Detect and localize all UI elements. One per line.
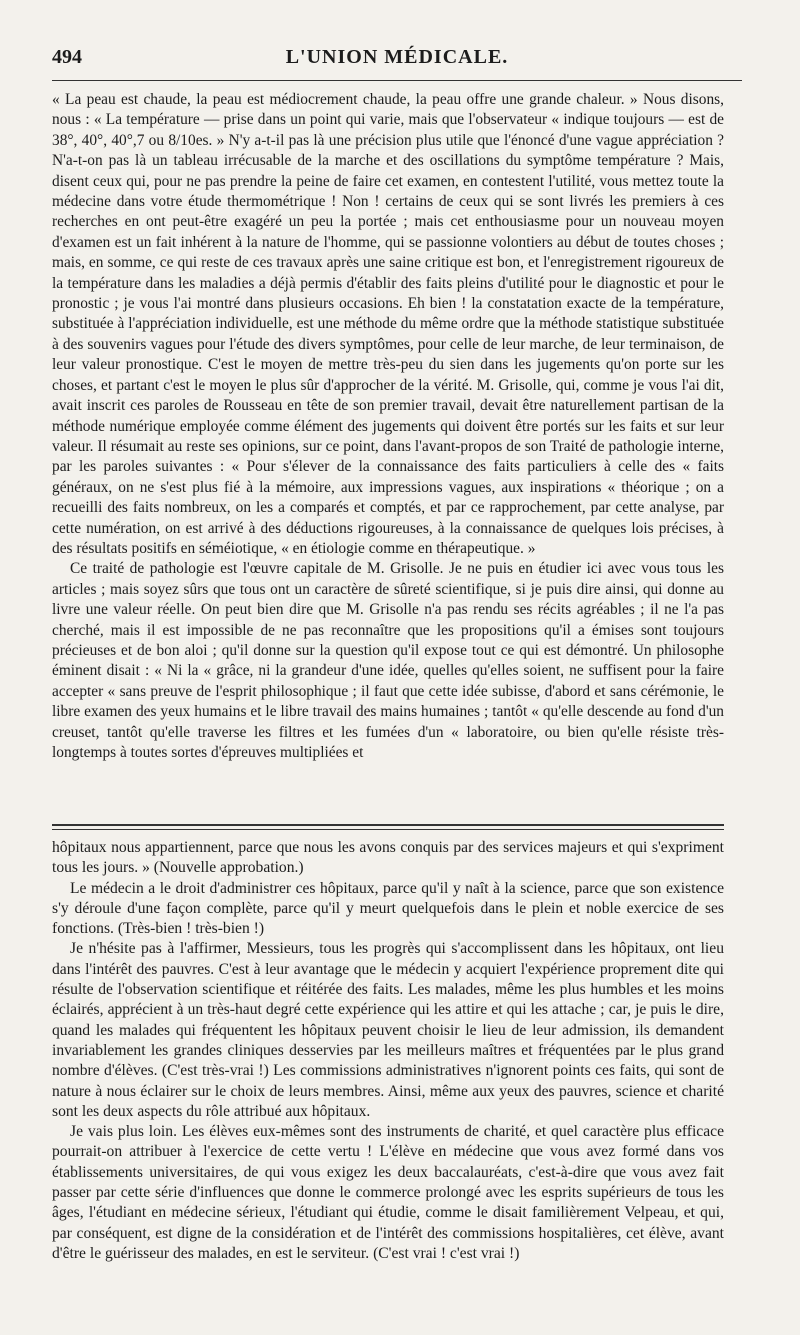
paragraph: Le médecin a le droit d'administrer ces hôpitaux, parce qu'il y naît à la science, parce que son existence s'y déroule d'une façon complète, parce qu'il y meurt quelquefois dans le plein et noble exercice de ses fonctions. (Très-bien ! très-bien !) bbox=[52, 879, 724, 938]
section-separator bbox=[52, 824, 724, 830]
paragraph: « La peau est chaude, la peau est médiocrement chaude, la peau offre une grande chaleur. » Nous disons, nous : « La température — prise dans un point qui varie, mais que l'observateur « indique toujours — est de 38°, 40°, 40°,7 ou 8/10es. » N'y a-t-il pas là une précision plus utile que l'énoncé d'une vague appréciation ? N'a-t-on pas là un tableau irrécusable de la marche et des oscillations du symptôme température ? Mais, disent ceux qui, pour ne pas prendre la peine de faire cet examen, en contestent l'utilité, vous mettez toute la médecine dans votre étude thermométrique ! Non ! certains de ceux qui se sont livrés les premiers à ces recherches en ont peut-être exagéré un peu la portée ; mais cet enthousiasme pour un nouveau moyen d'examen est un fait inhérent à la nature de l'homme, qui se passionne volontiers au début de toutes choses ; mais, en somme, ce qui reste de ces travaux après une saine critique est bon, et l'enregistrement rigoureux de la température dans les maladies a déjà permis d'établir des faits pleins d'utilité pour le diagnostic et pour le pronostic ; je vous l'ai montré dans plusieurs occasions. Eh bien ! la constatation exacte de la température, substituée à l'appréciation individuelle, est une méthode du même ordre que la méthode statistique substituée à des souvenirs vagues pour l'étude des divers symptômes, pour celle de leur marche, de leur terminaison, de leur valeur pronostique. C'est le moyen de mettre très-peu du sien dans les jugements qu'on porte sur les choses, et partant c'est le moyen le plus sûr d'approcher de la vérité. M. Grisolle, qui, comme je vous l'ai dit, avait inscrit ces paroles de Rousseau en tête de son premier travail, devait être naturellement partisan de la méthode numérique employée comme élément des jugements qui doivent être portés sur les faits et sur leur valeur. Il résumait au reste ses opinions, sur ce point, dans l'avant-propos de son Traité de pathologie interne, par les paroles suivantes : « Pour s'élever de la connaissance des faits particuliers à celle des « faits généraux, on ne s'est plus fié à la mémoire, aux impressions vagues, aux inspirations « théorique ; on a recueilli des faits nombreux, on les a comparés et comptés, et par ce rapprochement, par cette analyse, par cette numération, on est arrivé à des déductions rigoureuses, à la connaissance de quelques lois précises, à des résultats positifs en séméiotique, « en étiologie comme en thérapeutique. » bbox=[52, 91, 724, 557]
page-number: 494 bbox=[52, 46, 82, 68]
paragraph: Je n'hésite pas à l'affirmer, Messieurs, tous les progrès qui s'accomplissent dans les hôpitaux, ont lieu dans l'intérêt des pauvres. C'est à leur avantage que le médecin y acquiert l'expérience proprement dite qui résulte de l'observation scientifique et réitérée des faits. Les malades, même les plus humbles et les moins éclairés, apprécient à un très-haut degré cette expérience qui les attire et qui les attache ; car, je puis le dire, quand les malades qui fréquentent les hôpitaux peuvent choisir le lieu de leur admission, ils demandent invariablement les grandes cliniques desservies par les meilleurs maîtres et fréquentées par le plus grand nombre d'élèves. (C'est très-vrai !) Les commissions administratives n'ignorent points ces faits, qui sont de nature à nous éclairer sur le choix de leurs membres. Ainsi, même aux yeux des pauvres, science et charité sont les deux aspects du rôle attribué aux hôpitaux. bbox=[52, 940, 724, 1120]
paragraph: hôpitaux nous appartiennent, parce que nous les avons conquis par des services majeurs et qui s'expriment tous les jours. » (Nouvelle approbation.) bbox=[52, 839, 724, 877]
article-bottom bbox=[52, 838, 724, 1264]
paragraph: Je vais plus loin. Les élèves eux-mêmes sont des instruments de charité, et quel caractère plus efficace pourrait-on attribuer à l'exercice de cette vertu ! L'élève en médecine que vous avez formé dans vos établissements universitaires, de qui vous exigez les deux baccalauréats, c'est-à-dire que vous avez fait passer par cette série d'influences que donne le commerce prolongé avec les esprits supérieurs de tous les âges, l'étudiant en médecine sérieux, l'étudiant qui étudie, comme le disait familièrement Velpeau, et qui, par conséquent, est digne de la considération et de l'intérêt des commissions hospitalières, cet élève, avant d'être le guérisseur des malades, en est le serviteur. (C'est vrai ! c'est vrai !) bbox=[52, 1123, 724, 1262]
paragraph: Ce traité de pathologie est l'œuvre capitale de M. Grisolle. Je ne puis en étudier ici avec vous tous les articles ; mais soyez sûrs que tous ont un caractère de sûreté scientifique, si je puis dire ainsi, qui donne au livre une valeur réelle. On peut bien dire que M. Grisolle n'a pas rendu ses récits agréables ; il ne l'a pas cherché, mais il est impossible de ne pas reconnaître que les propositions qu'il a émises sont toujours précieuses et de bon aloi ; qu'il donne sur la question qu'il expose tout ce qui est démontré. Un philosophe éminent disait : « Ni la « grâce, ni la grandeur d'une idée, quelles qu'elles soient, ne suffisent pour la faire accepter « sans preuve de l'esprit philosophique ; il faut que cette idée subisse, d'abord et sans cérémonie, le libre examen des yeux humains et le libre travail des mains humaines ; tantôt « qu'elle descende au fond d'un creuset, tantôt qu'elle traverse les filtres et les fumées d'un « laboratoire, ou bien qu'elle résiste très-longtemps à toutes sortes d'épreuves multipliées et bbox=[52, 560, 724, 761]
header-rule bbox=[52, 80, 742, 81]
journal-title: L'UNION MÉDICALE. bbox=[285, 46, 509, 68]
page-header bbox=[52, 38, 742, 76]
article-top bbox=[52, 90, 724, 763]
